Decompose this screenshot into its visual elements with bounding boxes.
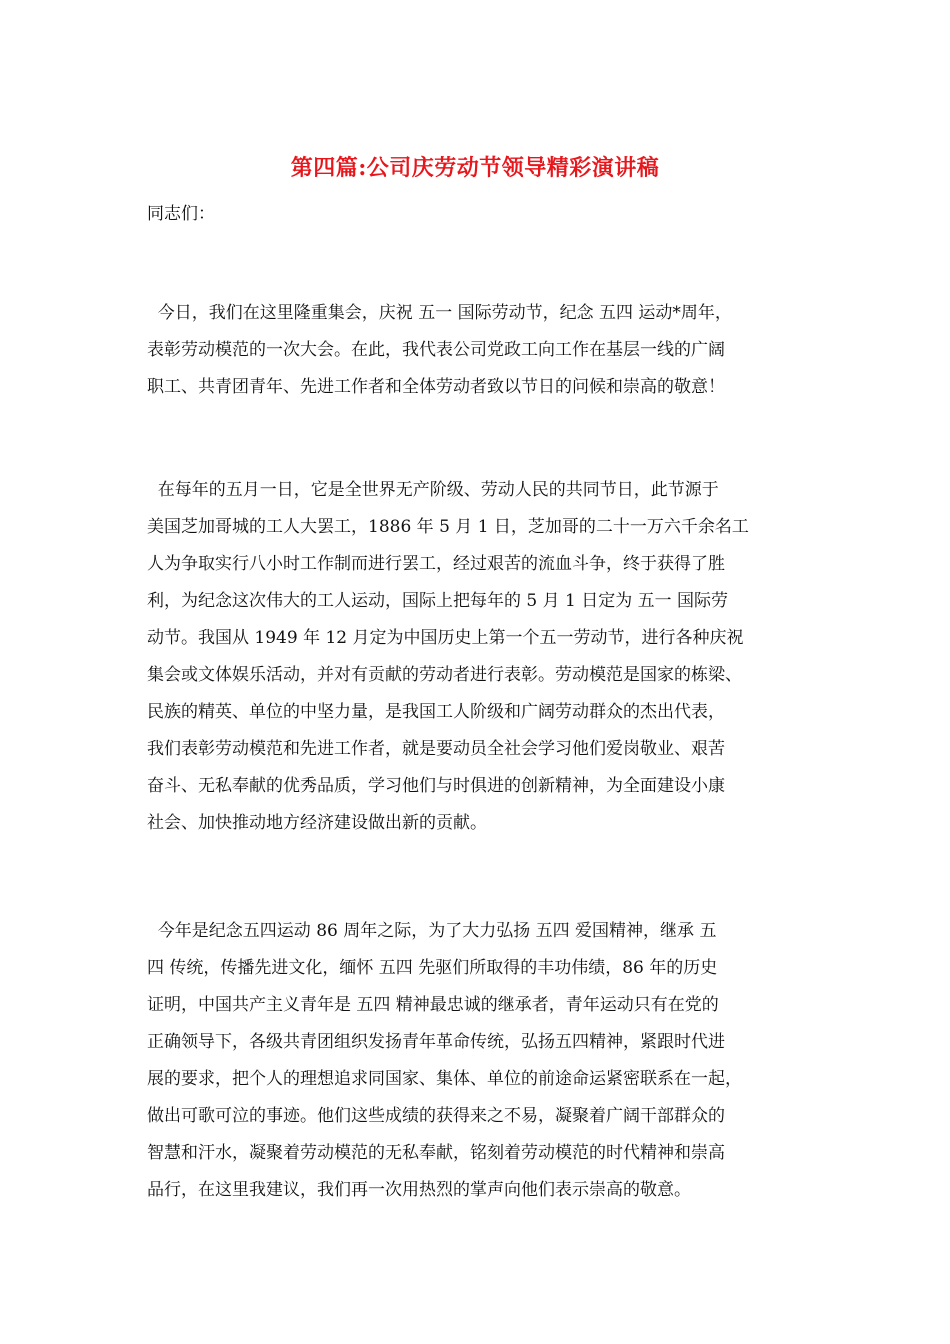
paragraph-line: 正确领导下，各级共青团组织发扬青年革命传统，弘扬五四精神，紧跟时代进 bbox=[147, 1032, 725, 1052]
paragraph-line: 动节。我国从 1949 年 12 月定为中国历史上第一个五一劳动节，进行各种庆祝 bbox=[147, 628, 744, 648]
paragraph-line: 我们表彰劳动模范和先进工作者，就是要动员全社会学习他们爱岗敬业、艰苦 bbox=[147, 739, 725, 759]
paragraph-line: 智慧和汗水，凝聚着劳动模范的无私奉献，铭刻着劳动模范的时代精神和崇高 bbox=[147, 1143, 725, 1163]
paragraph-3 bbox=[147, 913, 807, 1209]
paragraph-line: 做出可歌可泣的事迹。他们这些成绩的获得来之不易，凝聚着广阔干部群众的 bbox=[147, 1106, 725, 1126]
paragraph-line: 在每年的五月一日，它是全世界无产阶级、劳动人民的共同节日，此节源于 bbox=[147, 480, 719, 500]
paragraph-2 bbox=[147, 472, 807, 842]
greeting: 同志们： bbox=[147, 204, 215, 224]
paragraph-line: 证明，中国共产主义青年是 五四 精神最忠诚的继承者，青年运动只有在党的 bbox=[147, 995, 719, 1015]
paragraph-line: 社会、加快推动地方经济建设做出新的贡献。 bbox=[147, 813, 487, 833]
paragraph-line: 民族的精英、单位的中坚力量，是我国工人阶级和广阔劳动群众的杰出代表， bbox=[147, 702, 725, 722]
paragraph-line: 利，为纪念这次伟大的工人运动，国际上把每年的 5 月 1 日定为 五一 国际劳 bbox=[147, 591, 729, 611]
paragraph-line: 表彰劳动模范的一次大会。在此，我代表公司党政工向工作在基层一线的广阔 bbox=[147, 340, 725, 360]
paragraph-line: 美国芝加哥城的工人大罢工，1886 年 5 月 1 日，芝加哥的二十一万六千余名工 bbox=[147, 517, 749, 537]
paragraph-line: 今年是纪念五四运动 86 周年之际，为了大力弘扬 五四 爱国精神，继承 五 bbox=[147, 921, 717, 941]
paragraph-line: 品行，在这里我建议，我们再一次用热烈的掌声向他们表示崇高的敬意。 bbox=[147, 1180, 691, 1200]
paragraph-line: 四 传统，传播先进文化，缅怀 五四 先驱们所取得的丰功伟绩，86 年的历史 bbox=[147, 958, 718, 978]
paragraph-line: 职工、共青团青年、先进工作者和全体劳动者致以节日的问候和崇高的敬意！ bbox=[147, 377, 725, 397]
paragraph-line: 奋斗、无私奉献的优秀品质，学习他们与时俱进的创新精神，为全面建设小康 bbox=[147, 776, 725, 796]
paragraph-line: 集会或文体娱乐活动，并对有贡献的劳动者进行表彰。劳动模范是国家的栋梁、 bbox=[147, 665, 742, 685]
paragraph-1 bbox=[147, 295, 807, 406]
paragraph-line: 人为争取实行八小时工作制而进行罢工，经过艰苦的流血斗争，终于获得了胜 bbox=[147, 554, 725, 574]
document-title: 第四篇:公司庆劳动节领导精彩演讲稿 bbox=[290, 155, 660, 181]
paragraph-line: 展的要求，把个人的理想追求同国家、集体、单位的前途命运紧密联系在一起， bbox=[147, 1069, 742, 1089]
paragraph-line: 今日，我们在这里隆重集会，庆祝 五一 国际劳动节，纪念 五四 运动*周年， bbox=[147, 303, 732, 323]
